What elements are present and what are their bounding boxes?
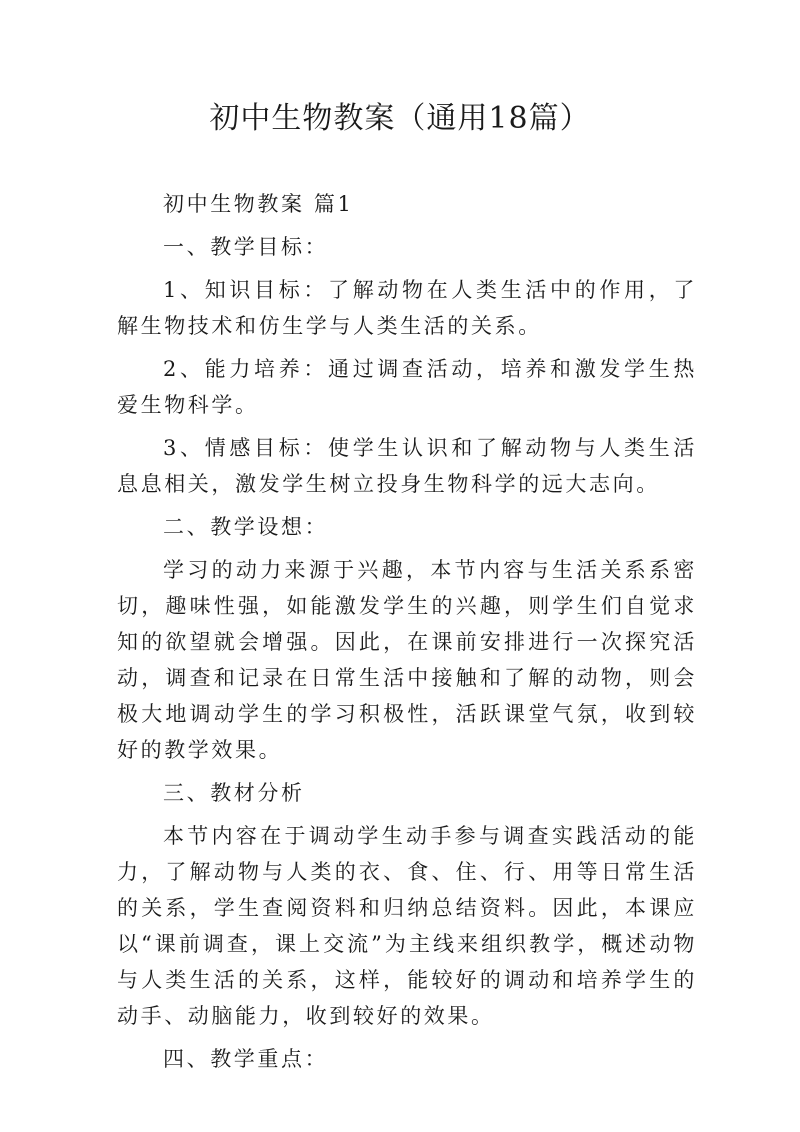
section-heading-analysis: 三、教材分析 — [163, 781, 305, 805]
article-heading: 初中生物教案 篇1 — [163, 192, 354, 216]
paragraph-analysis: 本节内容在于调动学生动手参与调查实践活动的能力，了解动物与人类的衣、食、住、行、用等日常生活的关系，学生查阅资料和归纳总结资料。因此，本课应以“课前调查，课上交流”为主线来组织教学，概述动物与人类生活的关系，这样，能较好的调动和培养学生的动手、动脑能力，收到较好的效果。 — [117, 824, 697, 1028]
paragraph-ability-goal: 2、能力培养：通过调查活动，培养和激发学生热爱生物科学。 — [117, 357, 697, 417]
paragraph-design: 学习的动力来源于兴趣，本节内容与生活关系系密切，趣味性强，如能激发学生的兴趣，则学生们自觉求知的欲望就会增强。因此，在课前安排进行一次探究活动，调查和记录在日常生活中接触和了解的动物，则会极大地调动学生的学习积极性，活跃课堂气氛，收到较好的教学效果。 — [117, 558, 697, 762]
document-title: 初中生物教案（通用18篇） — [209, 101, 591, 136]
section-heading-key-points: 四、教学重点： — [163, 1047, 329, 1071]
document-body — [117, 186, 697, 1084]
section-heading-design: 二、教学设想： — [163, 515, 329, 539]
paragraph-emotion-goal: 3、情感目标：使学生认识和了解动物与人类生活息息相关，激发学生树立投身生物科学的远大志向。 — [117, 436, 697, 496]
section-heading-objectives: 一、教学目标： — [163, 235, 329, 259]
paragraph-knowledge-goal: 1、知识目标：了解动物在人类生活中的作用，了解生物技术和仿生学与人类生活的关系。 — [117, 278, 697, 338]
